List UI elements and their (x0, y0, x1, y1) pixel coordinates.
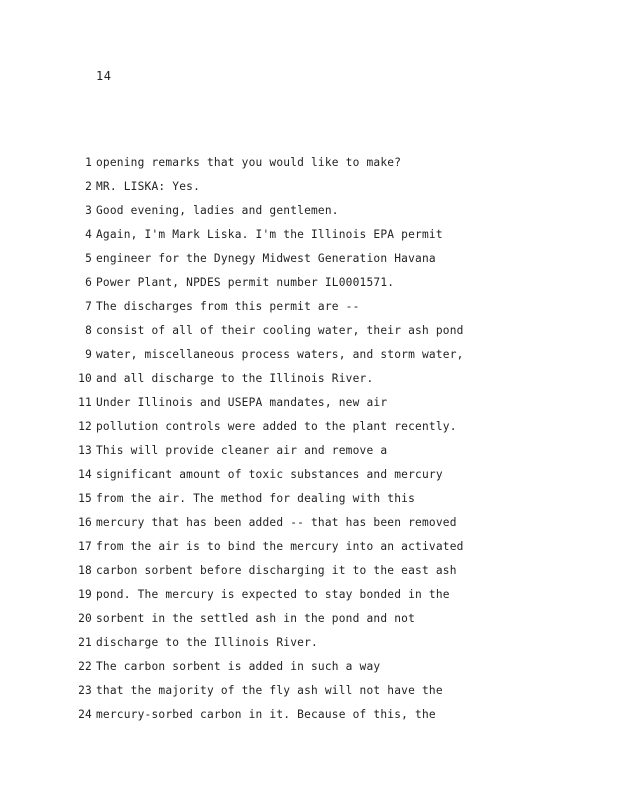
line-number: 12 (78, 420, 92, 433)
transcript-line (70, 655, 530, 679)
line-text: mercury that has been added -- that has been removed (96, 516, 457, 529)
line-text: from the air. The method for dealing with this (96, 492, 416, 505)
line-number: 2 (85, 180, 92, 193)
transcript-line (70, 583, 530, 607)
line-text: engineer for the Dynegy Midwest Generation Havana (96, 252, 436, 265)
line-text: Under Illinois and USEPA mandates, new air (96, 396, 388, 409)
line-number: 4 (85, 228, 92, 241)
transcript-line (70, 367, 530, 391)
transcript-line (70, 703, 530, 727)
line-text: that the majority of the fly ash will not have the (96, 684, 443, 697)
transcript-line (70, 679, 530, 703)
line-number: 20 (78, 612, 92, 625)
line-number: 7 (85, 300, 92, 313)
transcript-line (70, 487, 530, 511)
line-text: This will provide cleaner air and remove a (96, 444, 388, 457)
line-number: 23 (78, 684, 92, 697)
line-text: and all discharge to the Illinois River. (96, 372, 374, 385)
line-number: 19 (78, 588, 92, 601)
line-number: 3 (85, 204, 92, 217)
transcript-line (70, 631, 530, 655)
transcript-line (70, 223, 530, 247)
transcript-line (70, 607, 530, 631)
line-number: 16 (78, 516, 92, 529)
transcript-line (70, 175, 530, 199)
transcript-line (70, 151, 530, 175)
line-number: 21 (78, 636, 92, 649)
transcript-line (70, 295, 530, 319)
transcript-line (70, 271, 530, 295)
line-text: Again, I'm Mark Liska. I'm the Illinois EPA permit (96, 228, 443, 241)
line-text: discharge to the Illinois River. (96, 636, 318, 649)
line-text: Power Plant, NPDES permit number IL0001571. (96, 276, 395, 289)
line-number: 6 (85, 276, 92, 289)
transcript-line (70, 535, 530, 559)
page-number: 14 (96, 69, 112, 83)
line-number: 1 (85, 156, 92, 169)
transcript-line (70, 511, 530, 535)
transcript-line (70, 343, 530, 367)
line-number: 11 (78, 396, 92, 409)
line-text: pond. The mercury is expected to stay bonded in the (96, 588, 450, 601)
transcript-line (70, 391, 530, 415)
line-number: 17 (78, 540, 92, 553)
line-text: from the air is to bind the mercury into an activated (96, 540, 464, 553)
line-text: pollution controls were added to the plant recently. (96, 420, 457, 433)
transcript-line (70, 415, 530, 439)
line-text: Good evening, ladies and gentlemen. (96, 204, 339, 217)
line-number: 5 (85, 252, 92, 265)
transcript-line (70, 199, 530, 223)
line-number: 18 (78, 564, 92, 577)
line-text: consist of all of their cooling water, their ash pond (96, 324, 464, 337)
line-number: 9 (85, 348, 92, 361)
transcript-line (70, 439, 530, 463)
line-text: significant amount of toxic substances and mercury (96, 468, 443, 481)
line-number: 22 (78, 660, 92, 673)
line-text: MR. LISKA: Yes. (96, 180, 201, 193)
line-text: sorbent in the settled ash in the pond and not (96, 612, 416, 625)
transcript-lines (70, 151, 530, 727)
line-text: opening remarks that you would like to make? (96, 156, 402, 169)
line-number: 8 (85, 324, 92, 337)
line-number: 15 (78, 492, 92, 505)
line-number: 10 (78, 372, 92, 385)
transcript-line (70, 463, 530, 487)
line-text: mercury-sorbed carbon in it. Because of this, the (96, 708, 436, 721)
line-text: carbon sorbent before discharging it to the east ash (96, 564, 457, 577)
line-number: 13 (78, 444, 92, 457)
line-text: water, miscellaneous process waters, and storm water, (96, 348, 464, 361)
line-number: 14 (78, 468, 92, 481)
line-number: 24 (78, 708, 92, 721)
line-text: The carbon sorbent is added in such a way (96, 660, 381, 673)
transcript-line (70, 319, 530, 343)
transcript-line (70, 559, 530, 583)
line-text: The discharges from this permit are -- (96, 300, 360, 313)
transcript-line (70, 247, 530, 271)
